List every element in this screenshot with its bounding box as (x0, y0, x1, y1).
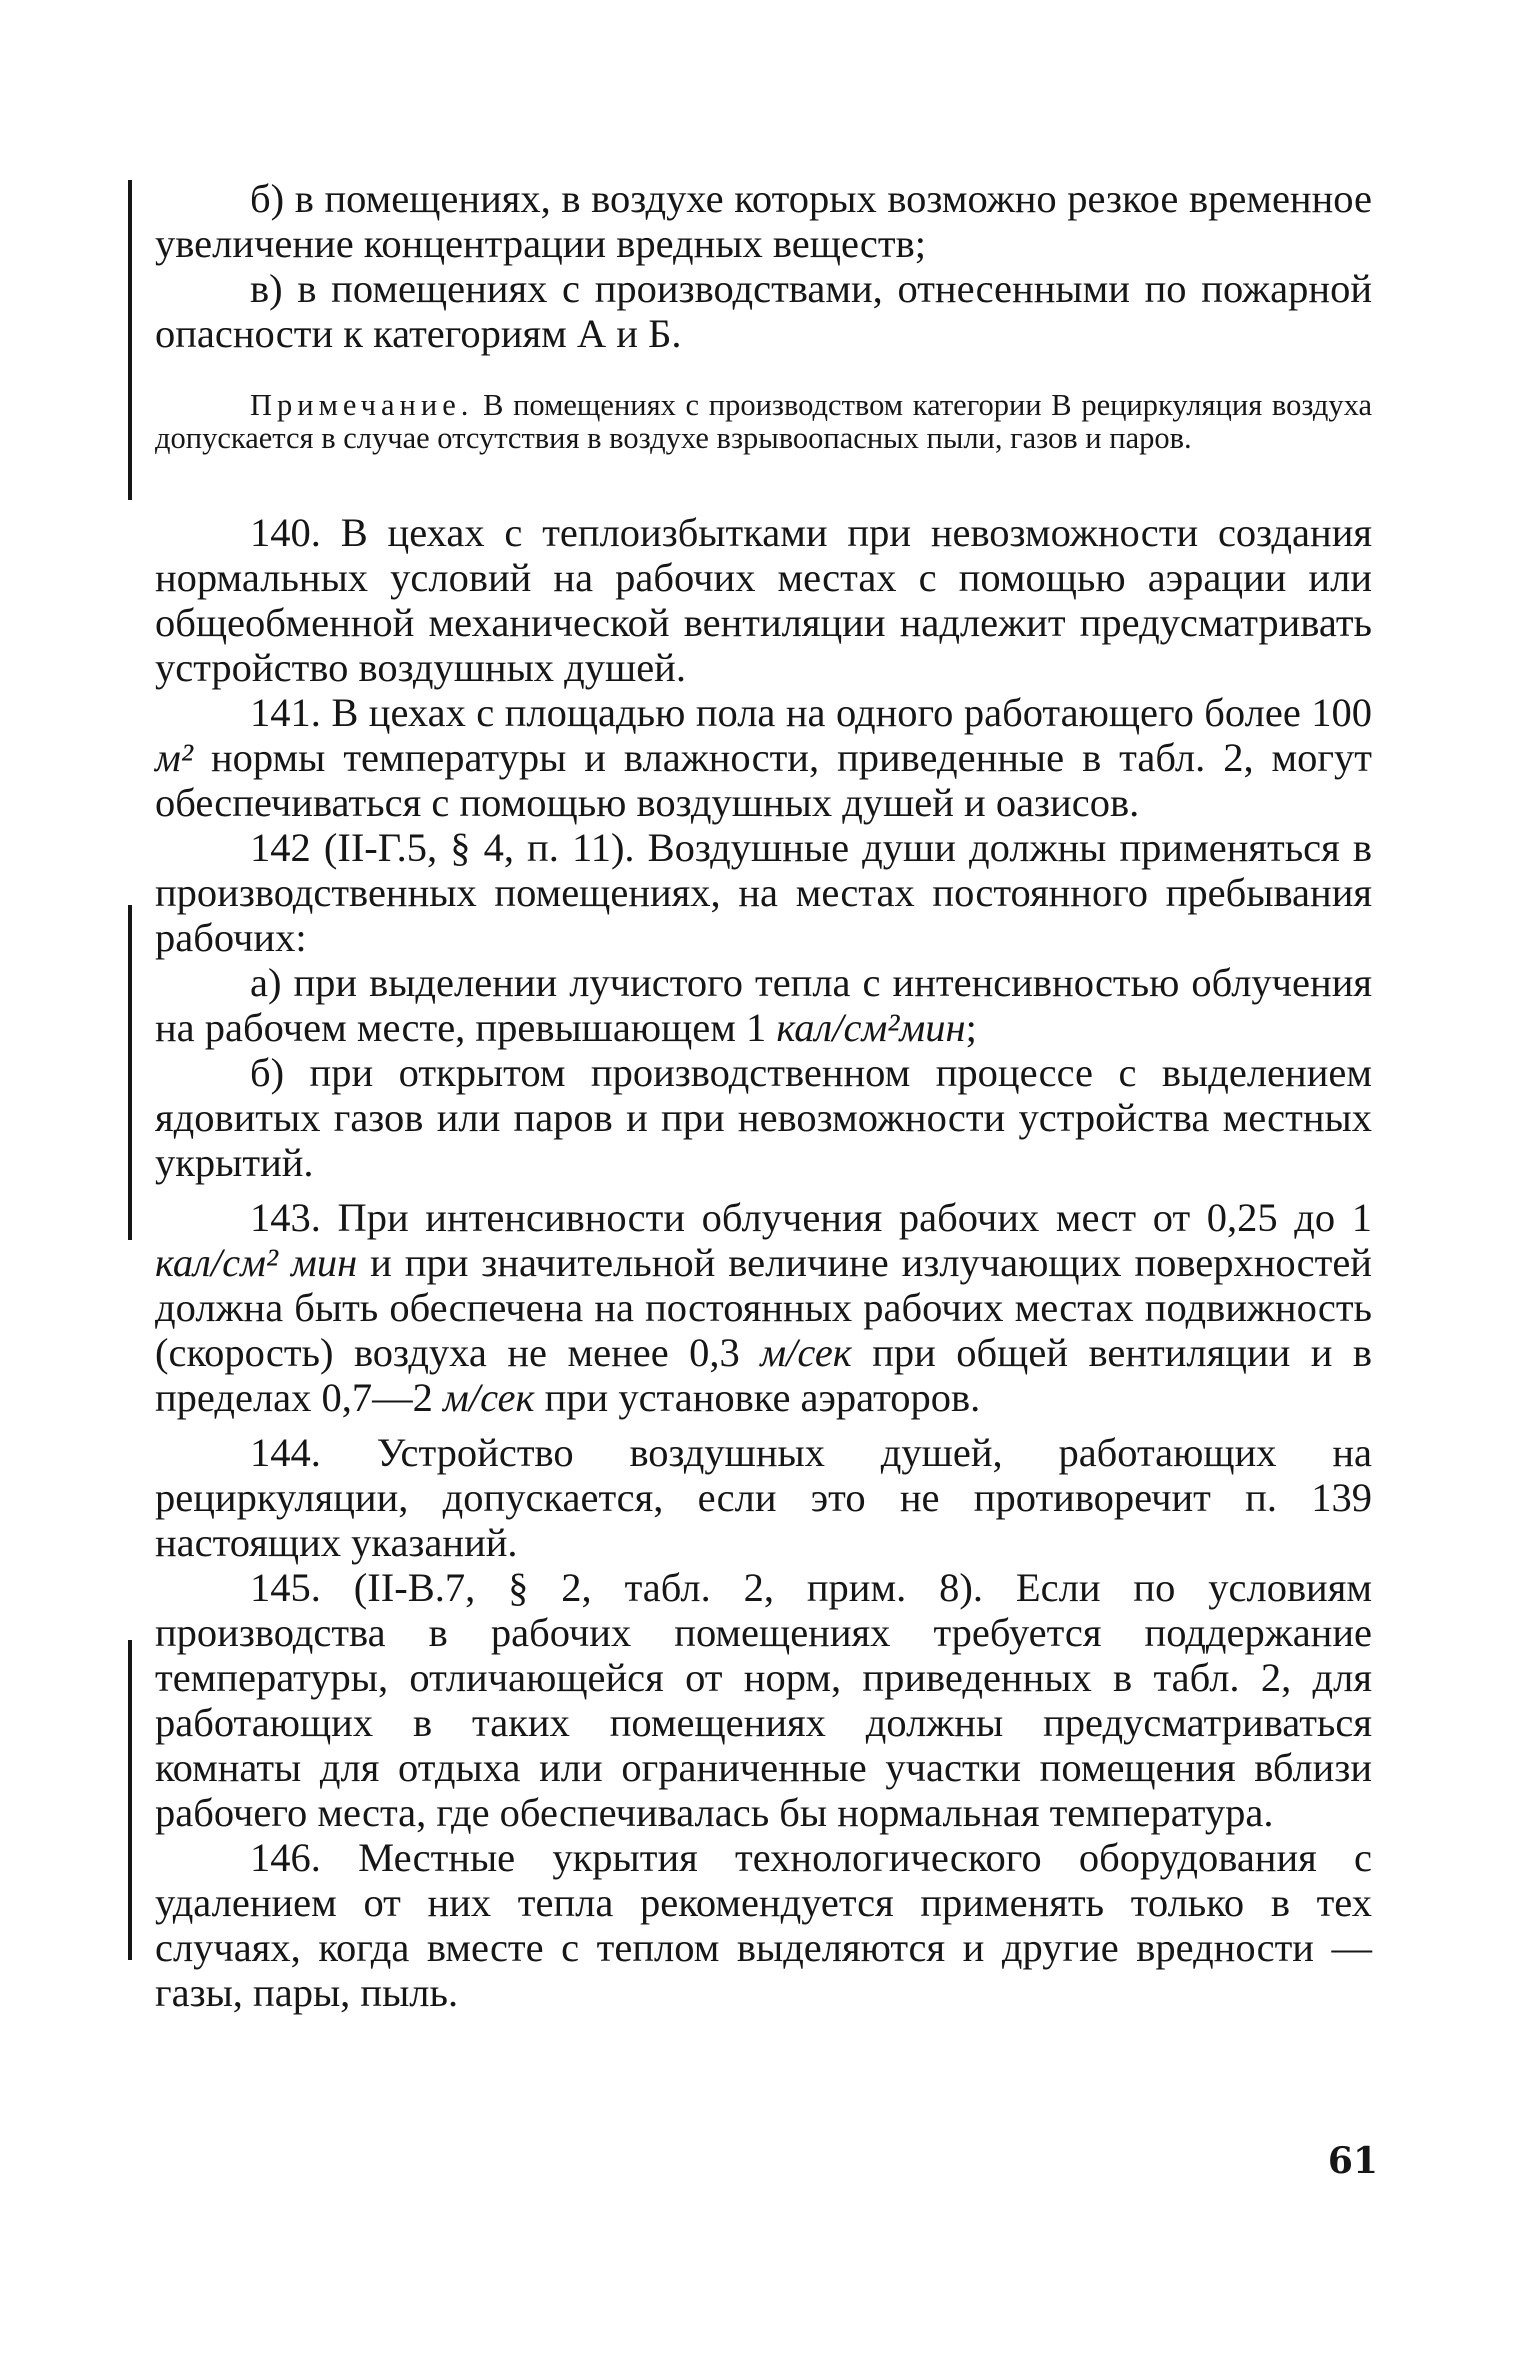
note-block (155, 389, 1372, 455)
paragraph-142a-text-before: а) при выделении лучистого тепла с интенсивностью облучения на рабочем месте, превышающем 1 (155, 960, 1372, 1050)
paragraph-146: 146. Местные укрытия технологического оборудования с удалением от них тепла рекомендуется применять только в тех случаях, когда вместе с теплом выделяются и другие вредности — газы, пары, пыль. (155, 1835, 1372, 2015)
list-item-b: б) в помещениях, в воздухе которых возможно резкое временное увеличение концентрации вредных веществ; (155, 176, 1372, 266)
unit-m-sec: м/сек (760, 1330, 852, 1375)
paragraph-141-text-before: 141. В цехах с площадью пола на одного работающего более 100 (250, 690, 1372, 735)
margin-change-bar (128, 1640, 132, 1960)
paragraph-145: 145. (II-В.7, § 2, табл. 2, прим. 8). Если по условиям производства в рабочих помещениях требуется поддержание температуры, отличающейся от норм, приведенных в табл. 2, для работающих в таких помещениях должны предусматриваться комнаты для отдыха или ограниченные участки помещения вблизи рабочего места, где обеспечивалась бы нормальная температура. (155, 1565, 1372, 1835)
paragraph-140: 140. В цехах с теплоизбытками при невозможности создания нормальных условий на рабочих местах с помощью аэрации или общеобменной механической вентиляции надлежит предусматривать устройство воздушных душей. (155, 510, 1372, 690)
paragraph-143-text2: и при значительной величине излучающих поверхностей должна быть обеспечена на постоянных рабочих местах подвижность (скорость) воздуха не менее 0,3 (155, 1240, 1372, 1375)
paragraph-142b: б) при открытом производственном процессе с выделением ядовитых газов или паров и при невозможности устройства местных укрытий. (155, 1050, 1372, 1185)
note-paragraph (155, 389, 1372, 455)
note-label: Примечание. (250, 388, 474, 422)
paragraph-142a (155, 960, 1372, 1050)
main-body (155, 510, 1372, 2015)
paragraph-143 (155, 1195, 1372, 1420)
unit-m-sec: м/сек (443, 1375, 535, 1420)
list-block-top (155, 176, 1372, 356)
paragraph-141 (155, 690, 1372, 825)
paragraph-143-text3: при общей вентиляции и в пределах 0,7—2 (155, 1330, 1372, 1420)
margin-change-bar (128, 180, 132, 500)
paragraph-143-text4: при установке аэраторов. (534, 1375, 981, 1420)
note-text: В помещениях с производством категории В рециркуляция воздуха допускается в случае отсутствия в воздухе взрывоопасных пыли, газов и паров. (155, 388, 1372, 455)
list-item-v: в) в помещениях с производствами, отнесенными по пожарной опасности к категориям А и Б. (155, 266, 1372, 356)
paragraph-144: 144. Устройство воздушных душей, работающих на рециркуляции, допускается, если это не противоречит п. 139 настоящих указаний. (155, 1430, 1372, 1565)
unit-square-meter: м² (155, 735, 193, 780)
paragraph-142a-text-after: ; (965, 1005, 977, 1050)
unit-cal-cm2-min: кал/см²мин (776, 1005, 966, 1050)
unit-cal-cm2-min: кал/см² мин (155, 1240, 358, 1285)
paragraph-141-text-after: нормы температуры и влажности, приведенные в табл. 2, могут обеспечиваться с помощью воздушных душей и оазисов. (155, 735, 1372, 825)
paragraph-142: 142 (II-Г.5, § 4, п. 11). Воздушные души должны применяться в производственных помещениях, на местах постоянного пребывания рабочих: (155, 825, 1372, 960)
margin-change-bar (128, 905, 132, 1240)
paragraph-143-text1: 143. При интенсивности облучения рабочих мест от 0,25 до 1 (250, 1195, 1372, 1240)
page-number: 61 (1327, 2140, 1378, 2182)
